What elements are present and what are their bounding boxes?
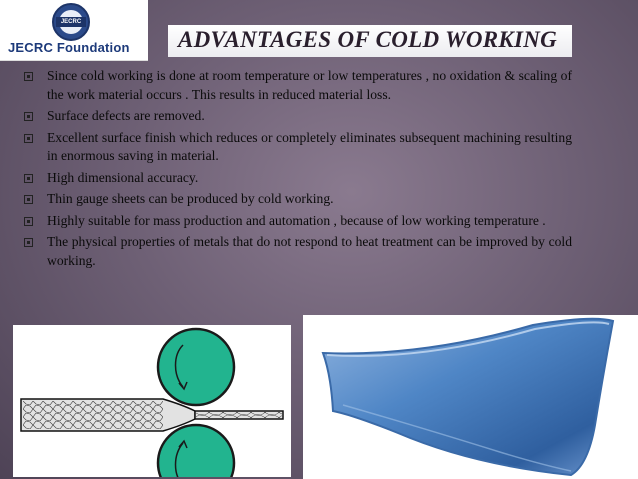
square-bullet-icon bbox=[24, 112, 33, 121]
bullet-text: Highly suitable for mass production and automation , because of low working temperature . bbox=[47, 212, 546, 228]
bullet-list bbox=[24, 67, 572, 273]
slide-title: ADVANTAGES OF COLD WORKING bbox=[178, 27, 558, 52]
square-bullet-icon bbox=[24, 217, 33, 226]
square-bullet-icon bbox=[24, 174, 33, 183]
metal-sheet-photo bbox=[303, 315, 638, 479]
bullet-text: Excellent surface finish which reduces or completely eliminates subsequent machining resulting in enormous saving in material. bbox=[47, 129, 572, 163]
title-bar bbox=[168, 25, 572, 57]
lower-roller bbox=[158, 425, 234, 477]
square-bullet-icon bbox=[24, 134, 33, 143]
square-bullet-icon bbox=[24, 195, 33, 204]
bullet-text: The physical properties of metals that do not respond to heat treatment can be improved by cold working. bbox=[47, 234, 572, 268]
logo-name: JECRC Foundation bbox=[8, 40, 130, 55]
upper-roller bbox=[158, 329, 234, 405]
square-bullet-icon bbox=[24, 72, 33, 81]
jecrc-emblem-icon bbox=[52, 3, 90, 41]
emblem-text: JECRC bbox=[56, 17, 86, 27]
bullet-item bbox=[24, 212, 572, 231]
bullet-item bbox=[24, 67, 572, 104]
curved-metal-sheet bbox=[323, 319, 613, 475]
bullet-item bbox=[24, 169, 572, 188]
bullet-item bbox=[24, 107, 572, 126]
logo bbox=[0, 0, 148, 61]
rolling-diagram bbox=[13, 325, 291, 477]
bullet-text: Thin gauge sheets can be produced by cold working. bbox=[47, 191, 334, 206]
bullet-text: Surface defects are removed. bbox=[47, 108, 205, 123]
bullet-item bbox=[24, 190, 572, 209]
bullet-item bbox=[24, 233, 572, 270]
bullet-item bbox=[24, 129, 572, 166]
square-bullet-icon bbox=[24, 238, 33, 247]
bullet-text: High dimensional accuracy. bbox=[47, 169, 199, 185]
bullet-text: Since cold working is done at room temperature or low temperatures , no oxidation & scaling of the work material occurs . This results in reduced material loss. bbox=[47, 68, 572, 102]
